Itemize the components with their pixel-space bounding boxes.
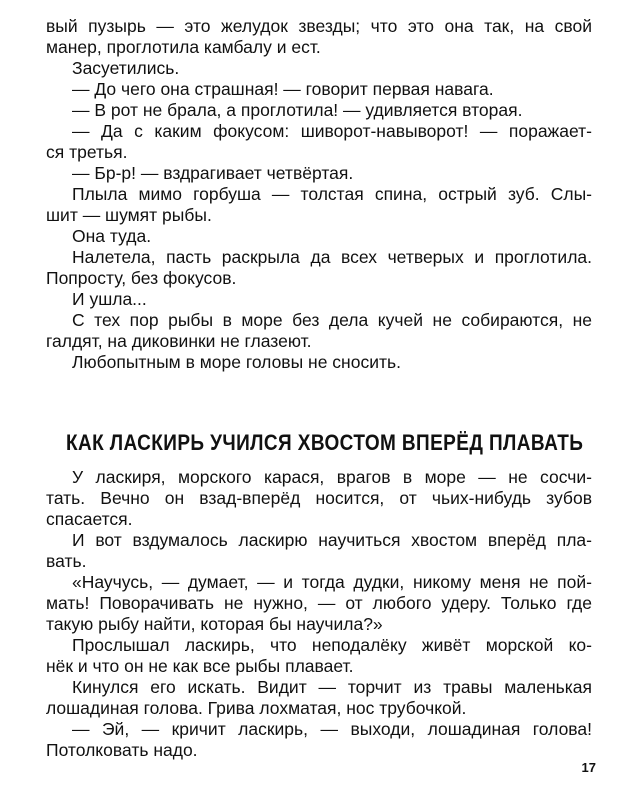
text-line: лошадиная голова. Грива лохматая, нос трубочкой.: [46, 698, 467, 718]
text-line: тать. Вечно он взад-вперёд носится, от чьих-нибудь зубов: [46, 488, 592, 508]
text-line: галдят, на диковинки не глазеют.: [46, 331, 312, 351]
text-line: спасается.: [46, 509, 133, 529]
text-line: вать.: [46, 551, 87, 571]
text-line: Прослышал ласкирь, что неподалёку живёт морской ко-: [72, 635, 592, 655]
text-line: — Бр-р! — вздрагивает четвёртая.: [72, 163, 354, 183]
text-line: И ушла...: [72, 289, 147, 309]
story-text: [46, 467, 592, 761]
text-line: У ласкиря, морского карася, врагов в море — не сосчи-: [72, 467, 592, 487]
text-line: — До чего она страшная! — говорит первая навага.: [72, 79, 494, 99]
text-line: Засуетились.: [72, 58, 180, 78]
text-line: Налетела, пасть раскрыла да всех четверых и проглотила.: [72, 247, 592, 267]
text-line: манер, проглотила камбалу и ест.: [46, 37, 321, 57]
text-line: — В рот не брала, а проглотила! — удивляется вторая.: [72, 100, 523, 120]
text-line: Любопытным в море головы не сносить.: [72, 352, 401, 372]
text-line: ся третья.: [46, 142, 128, 162]
text-line: шит — шумят рыбы.: [46, 205, 212, 225]
text-line: Она туда.: [72, 226, 152, 246]
text-line: — Да с каким фокусом: шиворот-навыворот! — поражает-: [72, 121, 592, 141]
story-title: КАК ЛАСКИРЬ УЧИЛСЯ ХВОСТОМ ВПЕРЁД ПЛАВАТЬ: [66, 431, 584, 456]
text-line: Попросту, без фокусов.: [46, 268, 237, 288]
page-number: 17: [581, 760, 596, 775]
text-line: нёк и что он не как все рыбы плавает.: [46, 656, 354, 676]
previous-story-text: [46, 16, 592, 373]
text-line: Потолковать надо.: [46, 740, 198, 760]
text-line: И вот вздумалось ласкирю научиться хвостом вперёд пла-: [72, 530, 592, 550]
text-line: С тех пор рыбы в море без дела кучей не собираются, не: [72, 310, 592, 330]
text-line: такую рыбу найти, которая бы научила?»: [46, 614, 383, 634]
text-line: Плыла мимо горбуша — толстая спина, острый зуб. Слы-: [72, 184, 592, 204]
text-line: «Научусь, — думает, — и тогда дудки, никому меня не пой-: [72, 572, 592, 592]
text-line: Кинулся его искать. Видит — торчит из травы маленькая: [72, 677, 592, 697]
text-line: мать! Поворачивать не нужно, — от любого удеру. Только где: [46, 593, 592, 613]
text-line: вый пузырь — это желудок звезды; что это она так, на свой: [46, 16, 592, 36]
text-line: — Эй, — кричит ласкирь, — выходи, лошадиная голова!: [72, 719, 592, 739]
